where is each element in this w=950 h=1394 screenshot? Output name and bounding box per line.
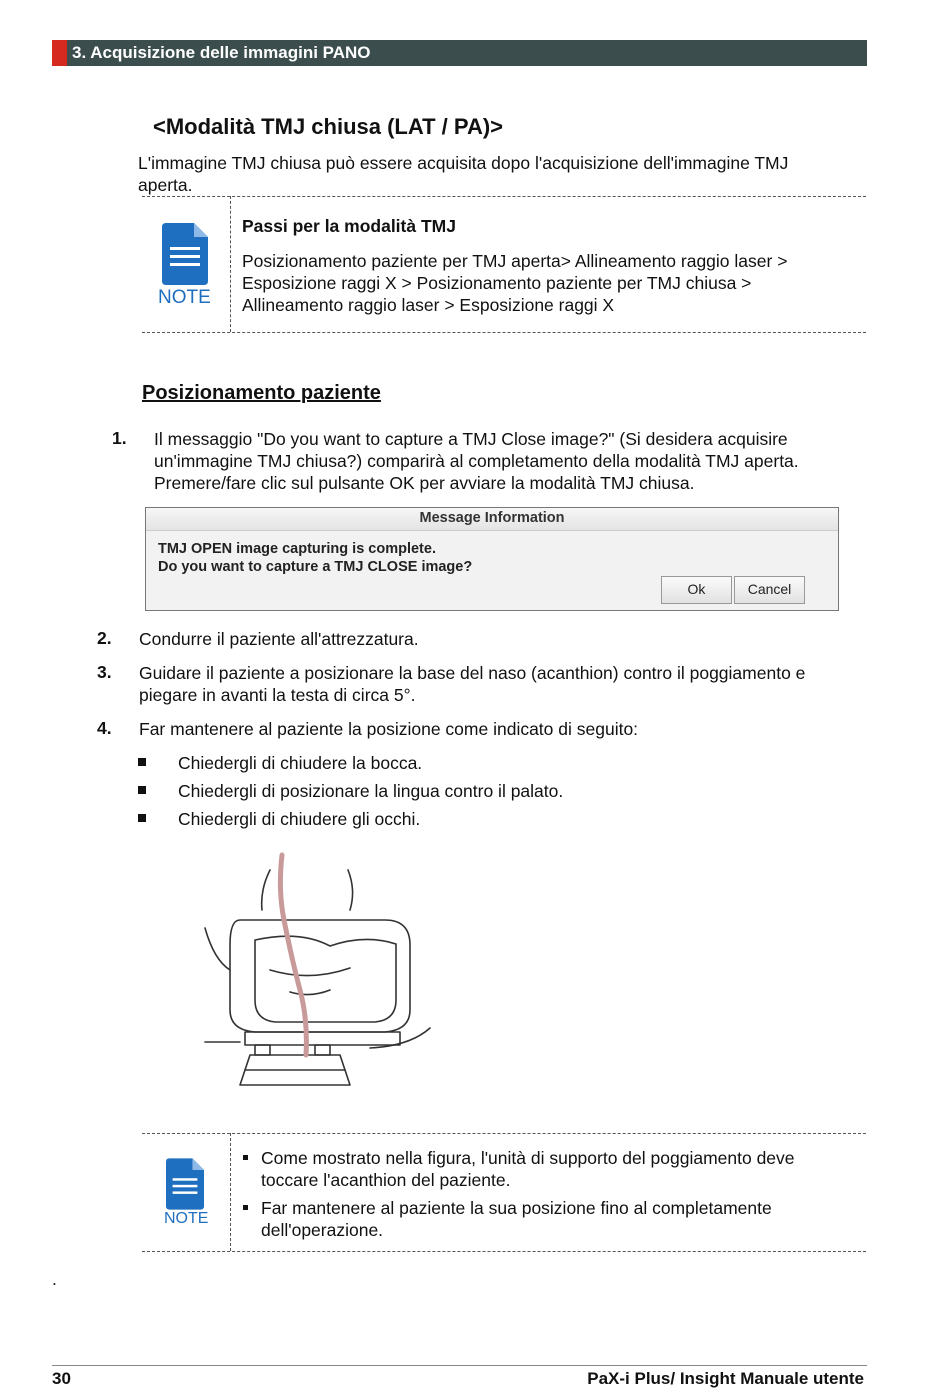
step3-line-2: piegare in avanti la testa di circa 5°. [139,685,416,705]
dialog-message-line-1: TMJ OPEN image capturing is complete. [158,541,436,557]
bullet-square [138,814,146,822]
note1-bottom-divider [142,332,866,333]
note2-vertical-divider [230,1133,231,1251]
note1-line-1: Posizionamento paziente per TMJ aperta> Allineamento raggio laser > [242,251,788,271]
section-header-title: 3. Acquisizione delle immagini PANO [72,43,371,62]
bullet-square [138,786,146,794]
note2-bullet2-line-1: Far mantenere al paziente la sua posizione fino al completamente [261,1198,772,1218]
footer-title: PaX-i Plus/ Insight Manuale utente [587,1369,864,1388]
bullet-square [138,758,146,766]
step2-number: 2. [97,628,112,648]
note-document-icon [166,1158,204,1210]
note1-label: NOTE [158,287,211,308]
dialog-message-line-2: Do you want to capture a TMJ CLOSE image? [158,559,473,575]
message-information-dialog [145,507,839,611]
page-number: 30 [52,1369,71,1388]
step4-text: Far mantenere al paziente la posizione come indicato di seguito: [139,719,639,739]
stray-period: . [52,1269,57,1289]
step3-number: 3. [97,662,112,682]
note1-title: Passi per la modalità TMJ [242,216,456,236]
step1-line-1: Il messaggio "Do you want to capture a TMJ Close image?" (Si desidera acquisire [154,429,788,449]
bullet-item-1: Chiedergli di chiudere la bocca. [178,753,423,773]
step4-number: 4. [97,718,112,738]
note1-line-3: Allineamento raggio laser > Esposizione raggi X [242,295,615,315]
dialog-title: Message Information [146,508,838,531]
patient-positioning-heading: Posizionamento paziente [142,382,381,404]
note2-bullet2-line-2: dell'operazione. [261,1220,384,1240]
note1-vertical-divider [230,196,231,332]
note2-bullet [243,1155,248,1160]
intro-line-2: aperta. [138,175,193,195]
note-document-icon [162,223,208,285]
step3-line-1: Guidare il paziente a posizionare la base del naso (acanthion) contro il poggiamento e [139,663,806,683]
note2-bottom-divider [142,1251,866,1252]
dialog-cancel-button[interactable]: Cancel [734,576,805,604]
dialog-message [158,540,472,576]
step2-text: Condurre il paziente all'attrezzatura. [139,629,419,649]
note2-bullet1-line-1: Come mostrato nella figura, l'unità di supporto del poggiamento deve [261,1148,795,1168]
footer-divider [52,1365,867,1366]
note2-bullet [243,1205,248,1210]
patient-chin-rest-illustration [200,850,440,1095]
header-accent [52,40,67,66]
bullet-item-3: Chiedergli di chiudere gli occhi. [178,809,421,829]
step1-line-3: Premere/fare clic sul pulsante OK per avviare la modalità TMJ chiusa. [154,473,695,493]
note2-top-divider [142,1133,866,1134]
note1-top-divider [142,196,866,197]
intro-line-1: L'immagine TMJ chiusa può essere acquisita dopo l'acquisizione dell'immagine TMJ [138,153,789,173]
bullet-item-2: Chiedergli di posizionare la lingua contro il palato. [178,781,564,801]
section-title: <Modalità TMJ chiusa (LAT / PA)> [153,114,504,139]
note1-line-2: Esposizione raggi X > Posizionamento paziente per TMJ chiusa > [242,273,752,293]
dialog-ok-button[interactable]: Ok [661,576,732,604]
section-header-bar [52,40,867,66]
step1-number: 1. [112,428,127,448]
note2-label: NOTE [164,1210,209,1227]
note2-bullet1-line-2: toccare l'acanthion del paziente. [261,1170,511,1190]
step1-line-2: un'immagine TMJ chiusa?) comparirà al completamento della modalità TMJ aperta. [154,451,799,471]
